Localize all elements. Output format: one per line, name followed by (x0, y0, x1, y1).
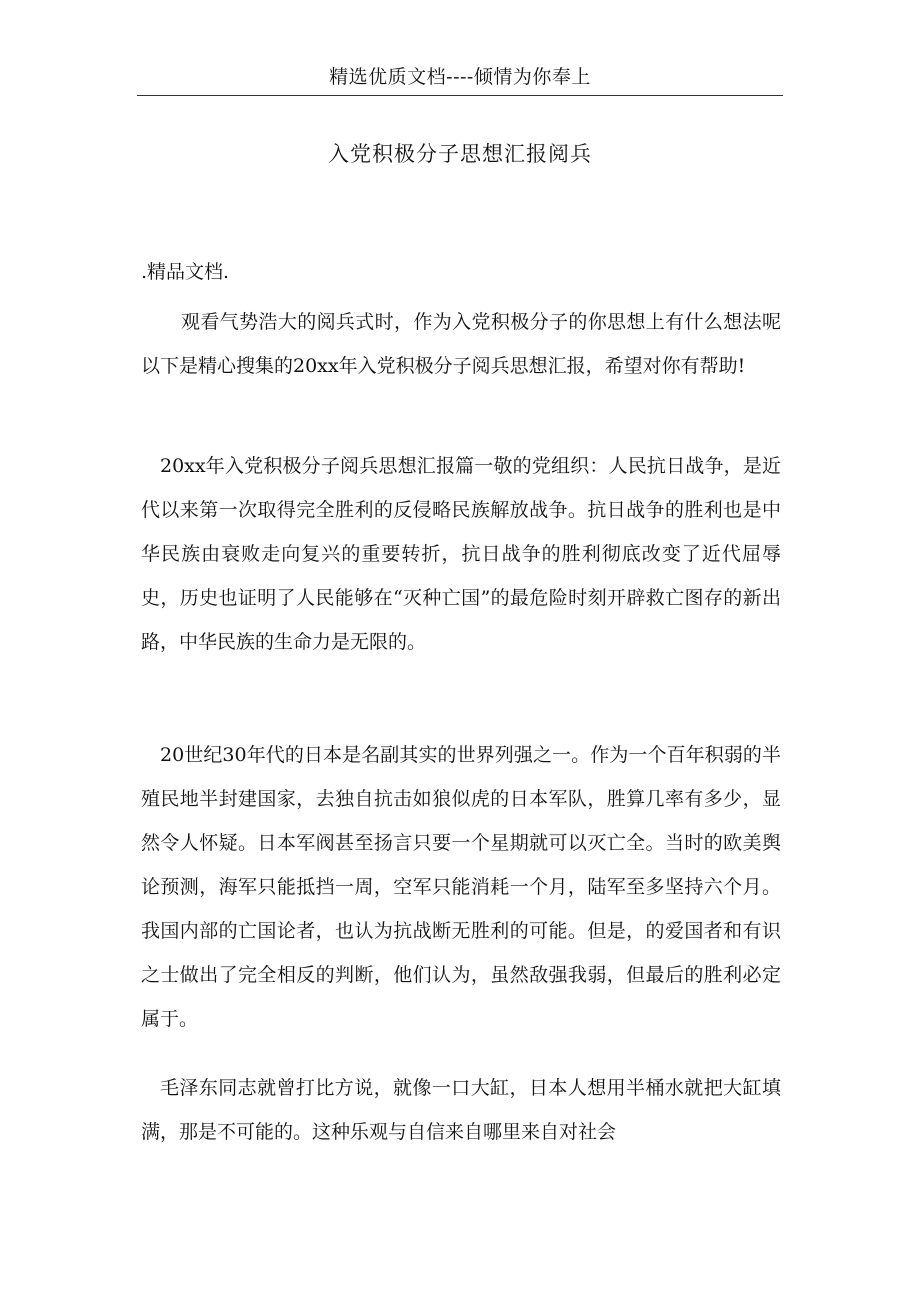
paragraph-intro: 观看气势浩大的阅兵式时，作为入党积极分子的你思想上有什么想法呢以下是精心搜集的20xx年入党积极分子阅兵思想汇报，希望对你有帮助! (141, 311, 781, 377)
paragraph-mao-analogy: 毛泽东同志就曾打比方说，就像一口大缸，日本人想用半桶水就把大缸填满，那是不可能的。这种乐观与自信来自哪里来自对社会 (141, 1077, 781, 1143)
paragraph-report-opening: 20xx年入党积极分子阅兵思想汇报篇一敬的党组织：人民抗日战争，是近代以来第一次取得完全胜利的反侵略民族解放战争。抗日战争的胜利也是中华民族由衰败走向复兴的重要转折，抗日战争的胜利彻底改变了近代屈辱史，历史也证明了人民能够在“灭种亡国”的最危险时刻开辟救亡图存的新出路，中华民族的生命力是无限的。 (141, 455, 781, 653)
document-title: 入党积极分子思想汇报阅兵 (328, 142, 592, 166)
page-header: 精选优质文档----倾情为你奉上 (329, 66, 591, 88)
header-divider (137, 95, 783, 96)
document-label: .精品文档. (141, 261, 230, 283)
paragraph-historical-context: 20世纪30年代的日本是名副其实的世界列强之一。作为一个百年积弱的半殖民地半封建国家，去独自抗击如狼似虎的日本军队，胜算几率有多少，显然令人怀疑。日本军阀甚至扬言只要一个星期就可以灭亡全。当时的欧美舆论预测，海军只能抵挡一周，空军只能消耗一个月，陆军至多坚持六个月。我国内部的亡国论者，也认为抗战断无胜利的可能。但是，的爱国者和有识之士做出了完全相反的判断，他们认为，虽然敌强我弱，但最后的胜利必定属于。 (141, 744, 781, 1030)
